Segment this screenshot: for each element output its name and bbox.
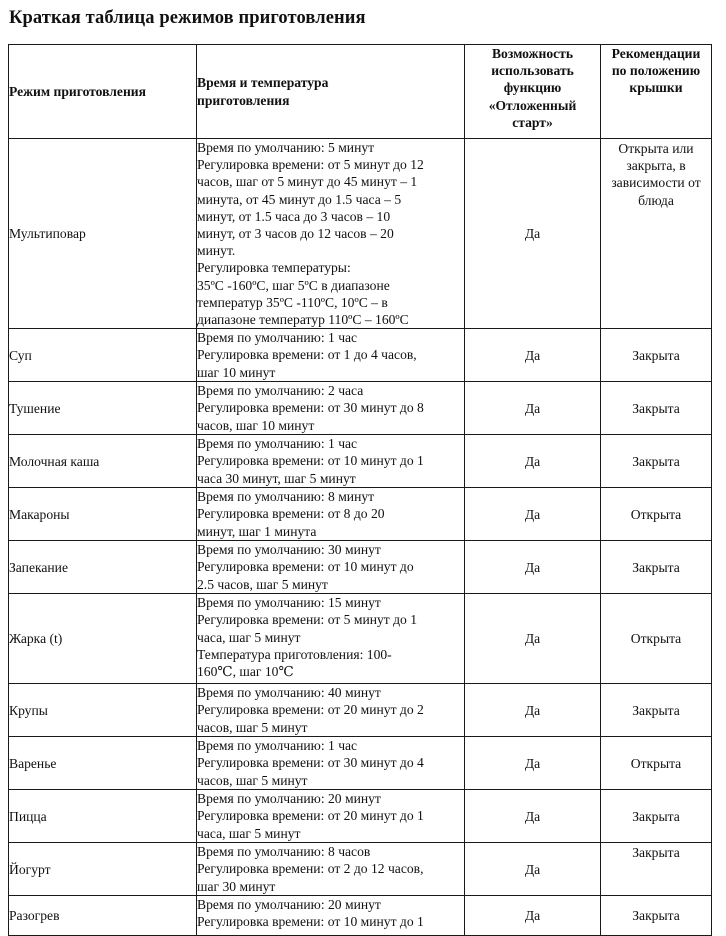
time-line: Регулировка времени: от 5 минут до 1 bbox=[197, 612, 418, 628]
header-line: Рекомендации bbox=[611, 46, 701, 61]
lid-recommendation-cell bbox=[601, 382, 712, 435]
time-line: Время по умолчанию: 20 минут bbox=[197, 897, 381, 913]
time-line: Время по умолчанию: 1 час bbox=[197, 436, 358, 452]
time-temperature-cell bbox=[197, 541, 465, 594]
time-line: Регулировка времени: от 30 минут до 4 bbox=[197, 755, 424, 771]
time-line: часа, шаг 5 минут bbox=[197, 629, 301, 645]
header-time-temperature bbox=[197, 45, 465, 139]
time-temperature-cell bbox=[197, 790, 465, 843]
lid-recommendation-cell bbox=[601, 790, 712, 843]
lid-recommendation-cell bbox=[601, 737, 712, 790]
header-mode: Режим приготовления bbox=[9, 45, 197, 139]
time-line: часов, шаг 5 минут bbox=[197, 719, 308, 735]
table-row bbox=[9, 896, 712, 936]
mode-name: Тушение bbox=[9, 382, 197, 435]
time-line: Время по умолчанию: 30 минут bbox=[197, 542, 381, 558]
lid-line: Закрыта bbox=[632, 453, 680, 469]
header-line: использовать bbox=[491, 63, 574, 79]
lid-line: Открыта или bbox=[618, 141, 694, 156]
lid-line: Закрыта bbox=[632, 702, 680, 718]
time-temperature-cell bbox=[197, 488, 465, 541]
table-row bbox=[9, 843, 712, 896]
mode-name: Варенье bbox=[9, 737, 197, 790]
header-line: Время и температура bbox=[197, 75, 329, 91]
time-line: минут, шаг 1 минута bbox=[197, 523, 317, 539]
time-line: 2.5 часов, шаг 5 минут bbox=[197, 576, 328, 592]
mode-name: Запекание bbox=[9, 541, 197, 594]
header-row bbox=[9, 45, 712, 139]
lid-line: Закрыта bbox=[632, 908, 680, 924]
time-line: Регулировка времени: от 20 минут до 1 bbox=[197, 808, 424, 824]
table-row bbox=[9, 594, 712, 684]
time-temperature-cell bbox=[197, 896, 465, 936]
time-line: Время по умолчанию: 40 минут bbox=[197, 685, 381, 701]
mode-name: Пицца bbox=[9, 790, 197, 843]
time-temperature-cell bbox=[197, 684, 465, 737]
time-line: Регулировка времени: от 2 до 12 часов, bbox=[197, 861, 424, 877]
time-line: 35ºC -160ºC, шаг 5ºC в диапазоне bbox=[197, 277, 390, 293]
time-line: Температура приготовления: 100- bbox=[197, 646, 392, 662]
time-line: температур 35ºC -110ºC, 10ºC – в bbox=[197, 294, 388, 310]
time-line: Время по умолчанию: 2 часа bbox=[197, 383, 364, 399]
lid-line: Закрыта bbox=[632, 400, 680, 416]
time-line: Время по умолчанию: 8 минут bbox=[197, 489, 375, 505]
time-line: минута, от 45 минут до 1.5 часа – 5 bbox=[197, 191, 402, 207]
table-row bbox=[9, 737, 712, 790]
table-row bbox=[9, 488, 712, 541]
time-line: Регулировка температуры: bbox=[197, 260, 351, 276]
time-temperature-cell bbox=[197, 139, 465, 329]
mode-name: Молочная каша bbox=[9, 435, 197, 488]
lid-recommendation-cell bbox=[601, 896, 712, 936]
lid-recommendation-cell bbox=[601, 541, 712, 594]
table-row bbox=[9, 684, 712, 737]
table-row bbox=[9, 541, 712, 594]
header-line: приготовления bbox=[197, 92, 290, 108]
time-temperature-cell bbox=[197, 382, 465, 435]
time-line: минут, от 1.5 часа до 3 часов – 10 bbox=[197, 208, 391, 224]
lid-recommendation-cell bbox=[601, 435, 712, 488]
lid-line: блюда bbox=[638, 192, 674, 208]
lid-recommendation-cell bbox=[601, 139, 712, 329]
table-row bbox=[9, 329, 712, 382]
delayed-start-cell: Да bbox=[465, 139, 601, 329]
table-row bbox=[9, 382, 712, 435]
lid-line: Открыта bbox=[630, 506, 682, 522]
lid-recommendation-cell bbox=[601, 684, 712, 737]
mode-name: Разогрев bbox=[9, 896, 197, 936]
lid-line: Закрыта bbox=[632, 559, 680, 575]
mode-name: Макароны bbox=[9, 488, 197, 541]
time-line: Время по умолчанию: 5 минут bbox=[197, 140, 375, 155]
delayed-start-cell: Да bbox=[465, 488, 601, 541]
lid-recommendation-cell bbox=[601, 329, 712, 382]
cooking-modes-table bbox=[8, 44, 712, 936]
time-line: Регулировка времени: от 10 минут до bbox=[197, 559, 414, 575]
time-line: минут. bbox=[197, 243, 236, 259]
time-line: Регулировка времени: от 8 до 20 bbox=[197, 506, 385, 522]
time-line: шаг 10 минут bbox=[197, 364, 276, 380]
time-line: 160℃, шаг 10℃ bbox=[197, 664, 294, 680]
time-line: Регулировка времени: от 1 до 4 часов, bbox=[197, 347, 417, 363]
lid-recommendation-cell bbox=[601, 594, 712, 684]
lid-line: зависимости от bbox=[611, 175, 701, 191]
table-row bbox=[9, 790, 712, 843]
time-line: Регулировка времени: от 30 минут до 8 bbox=[197, 400, 424, 416]
lid-line: закрыта, в bbox=[626, 158, 686, 174]
time-temperature-cell bbox=[197, 329, 465, 382]
time-line: минут, от 3 часов до 12 часов – 20 bbox=[197, 226, 394, 242]
delayed-start-cell: Да bbox=[465, 896, 601, 936]
header-line: крышки bbox=[629, 80, 683, 96]
time-line: Регулировка времени: от 10 минут до 1 bbox=[197, 453, 424, 469]
time-line: часа, шаг 5 минут bbox=[197, 825, 301, 841]
lid-line: Закрыта bbox=[632, 347, 680, 363]
delayed-start-cell: Да bbox=[465, 382, 601, 435]
time-temperature-cell bbox=[197, 843, 465, 896]
delayed-start-cell: Да bbox=[465, 737, 601, 790]
lid-line: Закрыта bbox=[632, 845, 680, 861]
delayed-start-cell: Да bbox=[465, 329, 601, 382]
time-line: Время по умолчанию: 1 час bbox=[197, 330, 358, 346]
time-line: часов, шаг от 5 минут до 45 минут – 1 bbox=[197, 174, 418, 190]
header-line: «Отложенный bbox=[488, 97, 577, 113]
header-lid-position bbox=[601, 45, 712, 139]
header-line: старт» bbox=[512, 114, 553, 130]
header-line: по положению bbox=[611, 63, 701, 79]
header-line: Возможность bbox=[491, 46, 574, 61]
time-line: Регулировка времени: от 20 минут до 2 bbox=[197, 702, 424, 718]
time-line: часов, шаг 10 минут bbox=[197, 417, 315, 433]
time-temperature-cell bbox=[197, 737, 465, 790]
mode-name: Жарка (t) bbox=[9, 594, 197, 684]
time-line: Регулировка времени: от 5 минут до 12 bbox=[197, 157, 424, 173]
time-temperature-cell bbox=[197, 594, 465, 684]
time-line: Время по умолчанию: 1 час bbox=[197, 738, 358, 754]
table-row bbox=[9, 139, 712, 329]
lid-line: Открыта bbox=[630, 755, 682, 771]
lid-recommendation-cell bbox=[601, 488, 712, 541]
delayed-start-cell: Да bbox=[465, 541, 601, 594]
table-body bbox=[9, 139, 712, 936]
time-line: часа 30 минут, шаг 5 минут bbox=[197, 470, 356, 486]
mode-name: Суп bbox=[9, 329, 197, 382]
page-title: Краткая таблица режимов приготовления bbox=[9, 8, 366, 28]
mode-name: Крупы bbox=[9, 684, 197, 737]
time-line: диапазоне температур 110ºC – 160ºC bbox=[197, 312, 409, 328]
header-delayed-start bbox=[465, 45, 601, 139]
lid-recommendation-cell bbox=[601, 843, 712, 896]
time-temperature-cell bbox=[197, 435, 465, 488]
lid-line: Открыта bbox=[630, 631, 682, 647]
mode-name: Мультиповар bbox=[9, 139, 197, 329]
mode-name: Йогурт bbox=[9, 843, 197, 896]
delayed-start-cell: Да bbox=[465, 435, 601, 488]
delayed-start-cell: Да bbox=[465, 843, 601, 896]
time-line: Время по умолчанию: 15 минут bbox=[197, 595, 381, 611]
table-row bbox=[9, 435, 712, 488]
header-line: функцию bbox=[503, 80, 562, 96]
delayed-start-cell: Да bbox=[465, 684, 601, 737]
time-line: Время по умолчанию: 20 минут bbox=[197, 791, 381, 807]
time-line: часов, шаг 5 минут bbox=[197, 772, 308, 788]
time-line: Время по умолчанию: 8 часов bbox=[197, 844, 371, 860]
delayed-start-cell: Да bbox=[465, 594, 601, 684]
time-line: шаг 30 минут bbox=[197, 878, 276, 894]
time-line: Регулировка времени: от 10 минут до 1 bbox=[197, 914, 424, 930]
delayed-start-cell: Да bbox=[465, 790, 601, 843]
lid-line: Закрыта bbox=[632, 808, 680, 824]
